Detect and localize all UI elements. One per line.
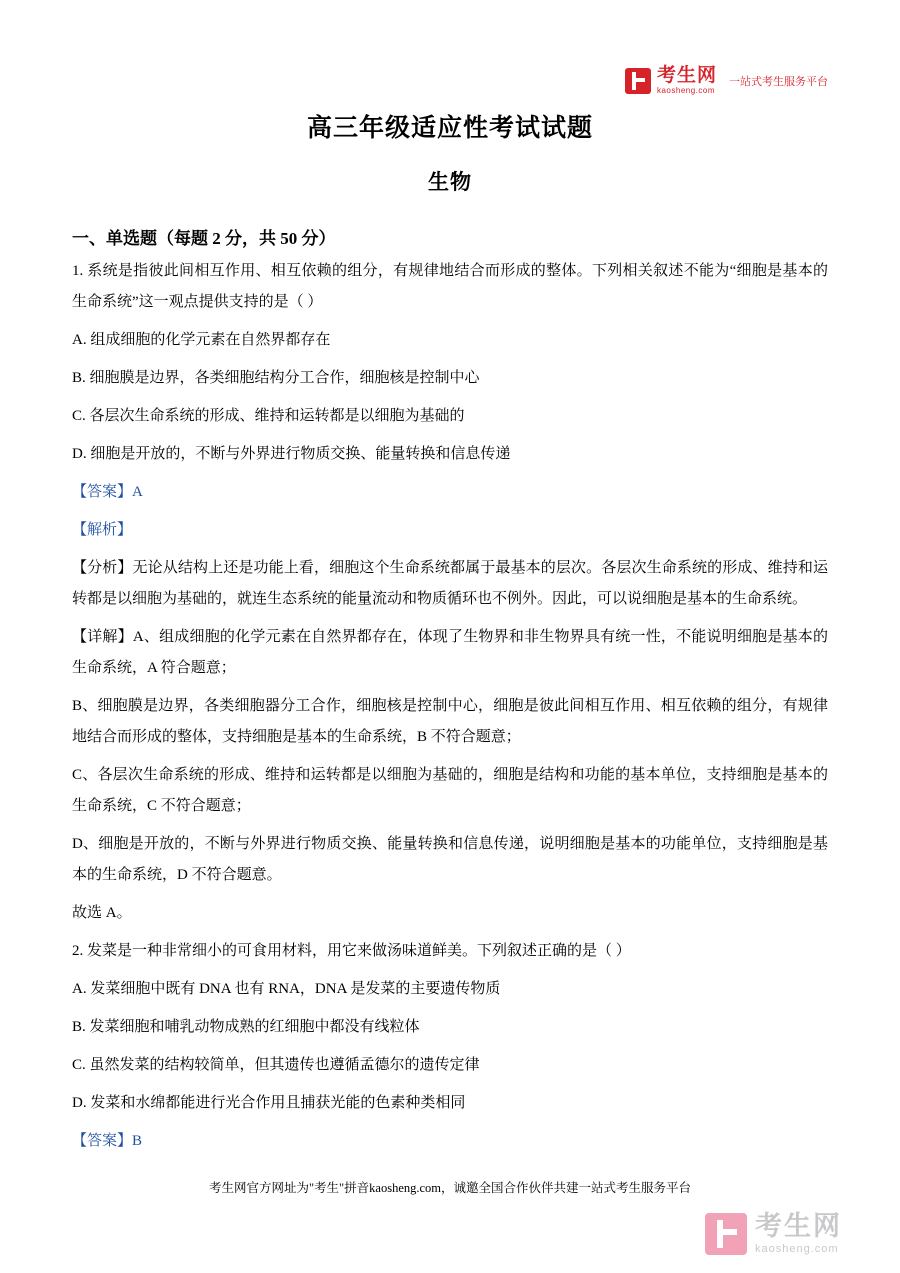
analysis-conclusion: 故选 A。: [72, 905, 132, 921]
answer-label: 【答案】A: [72, 484, 143, 500]
brand-slogan: 一站式考生服务平台: [729, 75, 828, 88]
watermark: [705, 1213, 842, 1255]
section-heading: 一、单选题（每题 2 分，共 50 分）: [72, 229, 336, 248]
analysis-block: C、各层次生命系统的形成、维持和运转都是以细胞为基础的，细胞是结构和功能的基本单位，支持细胞是基本的生命系统，C 不符合题意；: [72, 767, 828, 814]
analysis-block: B、细胞膜是边界，各类细胞器分工合作，细胞核是控制中心，细胞是彼此间相互作用、相互依赖的组分，有规律地结合而形成的整体，支持细胞是基本的生命系统，B 不符合题意；: [72, 698, 828, 745]
question-option: D. 细胞是开放的，不断与外界进行物质交换、能量转换和信息传递: [72, 446, 511, 462]
question-option: C. 虽然发菜的结构较简单，但其遗传也遵循孟德尔的遗传定律: [72, 1057, 480, 1073]
question-option: A. 发菜细胞中既有 DNA 也有 RNA，DNA 是发菜的主要遗传物质: [72, 981, 501, 997]
question-option: A. 组成细胞的化学元素在自然界都存在: [72, 332, 331, 348]
watermark-name-en: kaosheng.com: [755, 1243, 839, 1255]
analysis-block: D、细胞是开放的，不断与外界进行物质交换、能量转换和信息传递，说明细胞是基本的功能单位，支持细胞是基本的生命系统，D 不符合题意。: [72, 836, 828, 883]
kaosheng-logo-icon: [625, 68, 651, 94]
question-stem: 1. 系统是指彼此间相互作用、相互依赖的组分，有规律地结合而形成的整体。下列相关叙述不能为“细胞是基本的生命系统”这一观点提供支持的是（ ）: [72, 263, 828, 310]
brand-name-en: kaosheng.com: [656, 86, 716, 95]
analysis-block: 【分析】无论从结构上还是功能上看，细胞这个生命系统都属于最基本的层次。各层次生命系统的形成、维持和运转都是以细胞为基础的，就连生态系统的能量流动和物质循环也不例外。因此，可以说细胞是基本的生命系统。: [72, 560, 828, 607]
page-subtitle: 生物: [428, 170, 472, 194]
watermark-text: [755, 1213, 842, 1255]
question-option: C. 各层次生命系统的形成、维持和运转都是以细胞为基础的: [72, 408, 465, 424]
analysis-block: 【详解】A、组成细胞的化学元素在自然界都存在，体现了生物界和非生物界具有统一性，不能说明细胞是基本的生命系统，A 符合题意；: [72, 629, 828, 676]
question-option: B. 发菜细胞和哺乳动物成熟的红细胞中都没有线粒体: [72, 1019, 420, 1035]
question-stem: 2. 发菜是一种非常细小的可食用材料，用它来做汤味道鲜美。下列叙述正确的是（ ）: [72, 943, 631, 959]
page-title: 高三年级适应性考试试题: [306, 115, 593, 142]
answer-label: 【答案】B: [72, 1133, 143, 1149]
brand-logo-text: [657, 66, 717, 95]
watermark-logo-icon: [705, 1213, 747, 1255]
analysis-label: 【解析】: [72, 522, 133, 538]
brand-name-cn: 考生网: [656, 65, 717, 86]
footer-note: 考生网官方网址为"考生"拼音kaosheng.com，诚邀全国合作伙伴共建一站式考生服务平台: [208, 1181, 692, 1195]
brand-logo: [625, 66, 828, 95]
question-option: D. 发菜和水绵都能进行光合作用且捕获光能的色素种类相同: [72, 1095, 466, 1111]
watermark-name-cn: 考生网: [755, 1211, 842, 1241]
question-option: B. 细胞膜是边界，各类细胞结构分工合作，细胞核是控制中心: [72, 370, 480, 386]
